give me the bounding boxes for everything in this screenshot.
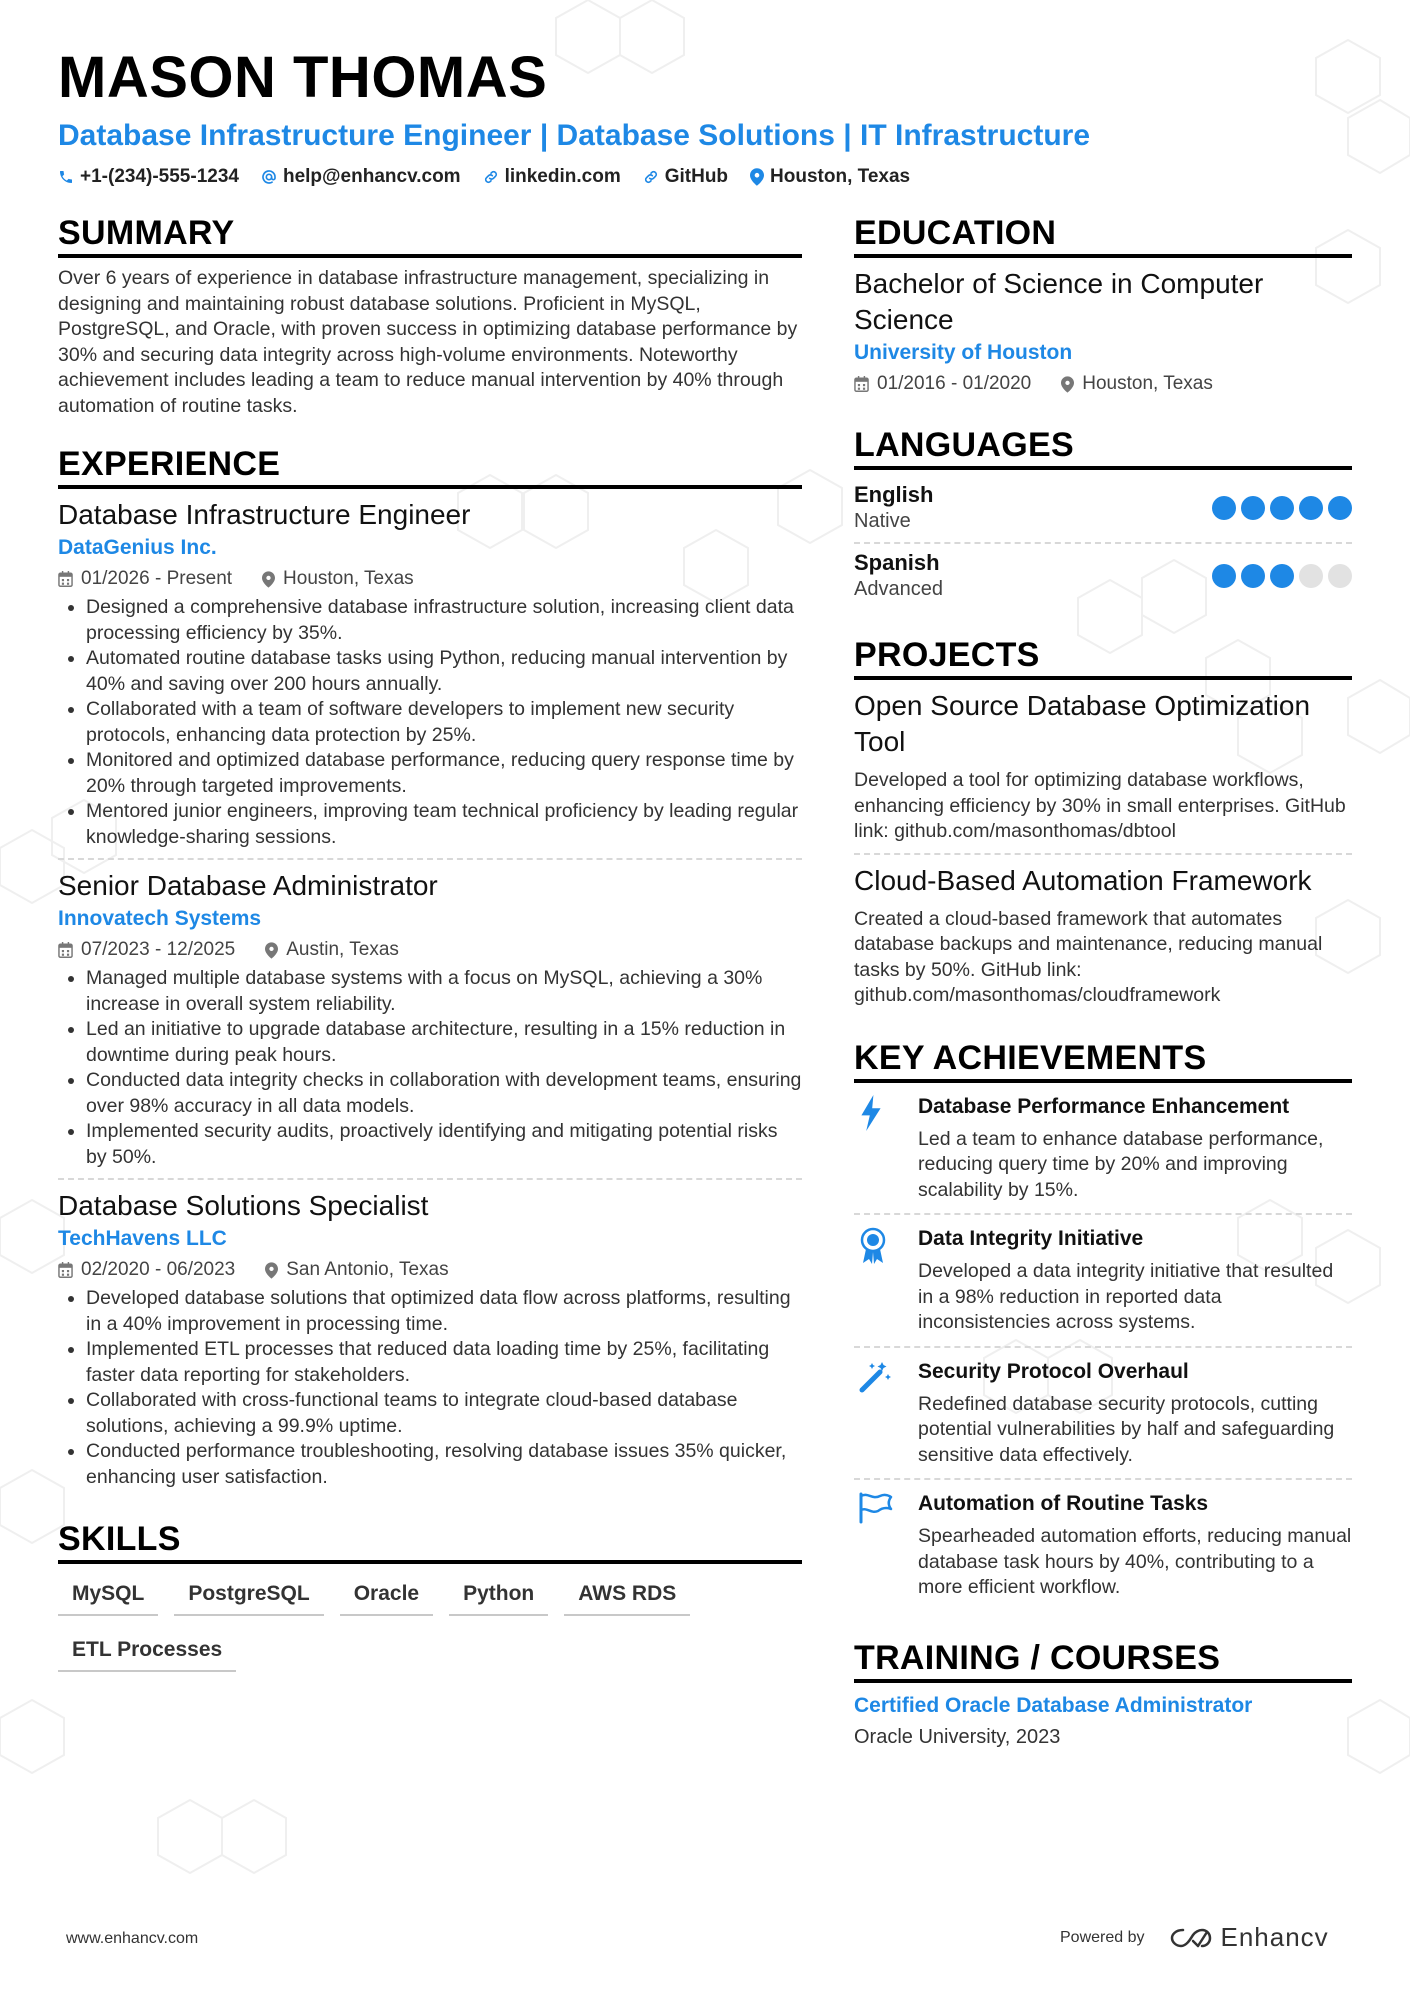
job-bullet: • Managed multiple database systems with a focus on MySQL, achieving a 30% increase in overall system reliability. <box>86 966 802 1017</box>
experience-section <box>58 443 802 1490</box>
enhancv-logo[interactable] <box>1169 1922 1329 1953</box>
language-entry <box>854 546 1352 608</box>
experience-entry <box>58 497 802 850</box>
job-bullet: • Automated routine database tasks using Python, reducing manual intervention by 40% and saving over 200 hours annually. <box>86 646 802 697</box>
course-provider: Oracle University, 2023 <box>854 1725 1061 1748</box>
job-bullets <box>58 966 802 1170</box>
job-location <box>262 565 414 593</box>
achievement-title: Database Performance Enhancement <box>918 1094 1290 1118</box>
job-bullet: • Collaborated with cross-functional teams to integrate cloud-based database solutions, achieving a 99.9% uptime. <box>86 1388 802 1439</box>
contact-email-text: help@enhancv.com <box>282 166 461 187</box>
achievement-description: Led a team to enhance database performance, reducing query time by 20% and improving scalability by 15%. <box>918 1127 1324 1201</box>
language-rating <box>1207 496 1352 520</box>
rating-dot-filled <box>1270 564 1294 588</box>
job-dates-text: 02/2020 - 06/2023 <box>81 1259 236 1280</box>
job-dates <box>58 1256 235 1284</box>
job-bullets <box>58 1286 802 1490</box>
location-icon <box>265 1262 278 1279</box>
job-location-text: Houston, Texas <box>283 568 414 589</box>
projects-heading: PROJECTS <box>854 634 1352 680</box>
contact-github[interactable] <box>643 166 728 188</box>
skill-tag: AWS RDS <box>564 1572 690 1616</box>
language-level: Advanced <box>854 578 943 600</box>
at-icon <box>261 169 277 185</box>
location-icon <box>265 942 278 959</box>
location-icon <box>1061 376 1074 393</box>
job-meta <box>58 565 802 593</box>
project-title: Open Source Database Optimization Tool <box>854 690 1311 757</box>
projects-section <box>854 634 1352 1009</box>
experience-heading: EXPERIENCE <box>58 443 802 489</box>
company-name: DataGenius Inc. <box>58 536 217 559</box>
skill-tag: PostgreSQL <box>174 1572 323 1616</box>
job-location <box>265 936 399 964</box>
contact-bar <box>58 166 1358 188</box>
job-bullet: • Monitored and optimized database performance, reducing query response time by 20% through targeted improvements. <box>86 748 802 799</box>
calendar-icon <box>58 571 73 587</box>
languages-section <box>854 424 1352 608</box>
rating-dot-filled <box>1212 496 1236 520</box>
project-description: Developed a tool for optimizing database workflows, enhancing efficiency by 30% in small enterprises. GitHub link: github.com/masonthomas/dbtool <box>854 769 1346 842</box>
skills-heading: SKILLS <box>58 1518 802 1564</box>
achievements-section <box>854 1037 1352 1611</box>
skill-tag: Python <box>449 1572 548 1616</box>
job-title: Database Infrastructure Engineer <box>58 499 471 530</box>
rating-dot-filled <box>1241 564 1265 588</box>
training-section <box>854 1637 1352 1753</box>
achievement-title: Automation of Routine Tasks <box>918 1492 1209 1515</box>
contact-linkedin-text: linkedin.com <box>504 166 621 187</box>
experience-entry <box>58 868 802 1170</box>
resume-header <box>58 44 1358 188</box>
location-icon <box>750 168 764 186</box>
link-icon <box>483 169 499 185</box>
achievement-entry <box>854 1083 1352 1214</box>
job-dates <box>58 565 232 593</box>
language-level: Native <box>854 510 911 532</box>
contact-phone[interactable] <box>58 166 239 188</box>
skill-tag: ETL Processes <box>58 1628 236 1672</box>
contact-location <box>750 166 910 188</box>
enhancv-wordmark: Enhancv <box>1220 1922 1329 1952</box>
contact-location-text: Houston, Texas <box>770 166 911 187</box>
skill-tag: MySQL <box>58 1572 158 1616</box>
candidate-name: MASON THOMAS <box>58 45 548 110</box>
education-meta <box>854 370 1352 398</box>
achievement-entry <box>854 1215 1352 1346</box>
job-location <box>265 1256 448 1284</box>
skills-section <box>58 1518 802 1684</box>
achievement-entry <box>854 1480 1352 1611</box>
calendar-icon <box>58 942 73 958</box>
rating-dot-filled <box>1212 564 1236 588</box>
job-bullet: • Implemented security audits, proactively identifying and mitigating potential risks by 50%. <box>86 1119 802 1170</box>
education-heading: EDUCATION <box>854 212 1352 258</box>
achievement-title: Security Protocol Overhaul <box>918 1359 1189 1383</box>
achievements-heading: KEY ACHIEVEMENTS <box>854 1037 1352 1083</box>
job-bullet: • Designed a comprehensive database infrastructure solution, increasing client data processing efficiency by 35%. <box>86 595 802 646</box>
lightning-icon <box>858 1095 884 1131</box>
experience-entry <box>58 1188 802 1490</box>
right-column <box>854 212 1352 1753</box>
job-meta <box>58 936 802 964</box>
company-name: Innovatech Systems <box>58 907 262 930</box>
contact-github-text: GitHub <box>664 166 729 187</box>
education-dates-text: 01/2016 - 01/2020 <box>877 373 1032 394</box>
job-dates-text: 07/2023 - 12/2025 <box>81 939 236 960</box>
languages-heading: LANGUAGES <box>854 424 1352 470</box>
magic-wand-icon <box>858 1360 892 1394</box>
entry-divider <box>854 853 1352 855</box>
phone-icon <box>58 169 74 185</box>
language-name: English <box>854 482 934 507</box>
contact-email[interactable] <box>261 166 461 188</box>
job-bullet: • Implemented ETL processes that reduced data loading time by 25%, facilitating faster data reporting for stakeholders. <box>86 1337 802 1388</box>
entry-divider <box>58 858 802 860</box>
job-bullets <box>58 595 802 850</box>
job-title: Senior Database Administrator <box>58 870 438 901</box>
entry-divider <box>58 1178 802 1180</box>
job-title: Database Solutions Specialist <box>58 1190 429 1221</box>
achievement-description: Spearheaded automation efforts, reducing manual database task hours by 40%, contributing to a more efficient workflow. <box>918 1525 1352 1598</box>
language-entry <box>854 478 1352 540</box>
job-dates <box>58 936 235 964</box>
powered-by-label: Powered by <box>1060 1928 1145 1946</box>
job-bullet: • Developed database solutions that optimized data flow across platforms, resulting in a 40% improvement in processing time. <box>86 1286 802 1337</box>
rating-dot-filled <box>1328 496 1352 520</box>
skill-tag: Oracle <box>340 1572 433 1616</box>
enhancv-logo-icon <box>1169 1926 1213 1950</box>
achievement-entry <box>854 1348 1352 1479</box>
contact-phone-text: +1-(234)-555-1234 <box>80 166 239 187</box>
calendar-icon <box>58 1262 73 1278</box>
summary-section <box>58 212 802 419</box>
achievement-description: Developed a data integrity initiative that resulted in a 98% reduction in reported data inconsistencies across systems. <box>918 1260 1334 1333</box>
rating-dot-empty <box>1299 564 1323 588</box>
summary-heading: SUMMARY <box>58 212 802 258</box>
education-location <box>1061 370 1213 398</box>
project-description: Created a cloud-based framework that automates database backups and maintenance, reducing manual tasks by 50%. GitHub link: github.com/masonthomas/cloudframework <box>854 907 1323 1006</box>
course-title: Certified Oracle Database Administrator <box>854 1693 1253 1717</box>
project-entry <box>854 863 1352 1009</box>
education-dates <box>854 370 1031 398</box>
award-icon <box>858 1227 888 1265</box>
footer-branding <box>1060 1922 1329 1953</box>
skills-list <box>58 1572 802 1684</box>
rating-dot-filled <box>1270 496 1294 520</box>
language-name: Spanish <box>854 550 940 575</box>
link-icon <box>643 169 659 185</box>
degree-title: Bachelor of Science in Computer Science <box>854 268 1264 335</box>
calendar-icon <box>854 376 869 392</box>
project-title: Cloud-Based Automation Framework <box>854 864 1312 896</box>
job-bullet: • Led an initiative to upgrade database architecture, resulting in a 15% reduction in downtime during peak hours. <box>86 1017 802 1068</box>
location-icon <box>262 571 275 588</box>
project-entry <box>854 688 1352 845</box>
job-meta <box>58 1256 802 1284</box>
candidate-headline: Database Infrastructure Engineer | Database Solutions | IT Infrastructure <box>58 119 1091 152</box>
rating-dot-empty <box>1328 564 1352 588</box>
job-bullet: • Conducted data integrity checks in collaboration with development teams, ensuring over 98% accuracy in all data models. <box>86 1068 802 1119</box>
footer-website[interactable]: www.enhancv.com <box>66 1930 199 1947</box>
job-bullet: • Mentored junior engineers, improving team technical proficiency by leading regular knowledge-sharing sessions. <box>86 799 802 850</box>
entry-divider <box>854 542 1352 544</box>
company-name: TechHavens LLC <box>58 1227 227 1250</box>
education-location-text: Houston, Texas <box>1082 373 1213 394</box>
job-location-text: Austin, Texas <box>286 939 399 960</box>
achievement-description: Redefined database security protocols, cutting potential vulnerabilities by half and safeguarding sensitive data effectively. <box>918 1392 1335 1466</box>
job-bullet: • Conducted performance troubleshooting, resolving database issues 35% quicker, enhancing user satisfaction. <box>86 1439 802 1490</box>
job-bullet: • Collaborated with a team of software developers to implement new security protocols, enhancing data protection by 25%. <box>86 697 802 748</box>
left-column <box>58 212 802 1684</box>
training-heading: TRAINING / COURSES <box>854 1637 1352 1683</box>
achievement-title: Data Integrity Initiative <box>918 1227 1144 1250</box>
job-dates-text: 01/2026 - Present <box>81 568 233 589</box>
flag-icon <box>858 1492 894 1524</box>
language-rating <box>1207 564 1352 588</box>
job-location-text: San Antonio, Texas <box>286 1259 449 1280</box>
rating-dot-filled <box>1241 496 1265 520</box>
education-section <box>854 212 1352 398</box>
summary-text: Over 6 years of experience in database infrastructure management, specializing in designing and maintaining robust database solutions. Proficient in MySQL, PostgreSQL, and Oracle, with proven success in optimizing database performance by 30% and securing data integrity across high-volume environments. Noteworthy achievement includes leading a team to reduce manual intervention by 40% through automation of routine tasks. <box>58 267 798 417</box>
school-name: University of Houston <box>854 341 1073 364</box>
contact-linkedin[interactable] <box>483 166 621 188</box>
rating-dot-filled <box>1299 496 1323 520</box>
